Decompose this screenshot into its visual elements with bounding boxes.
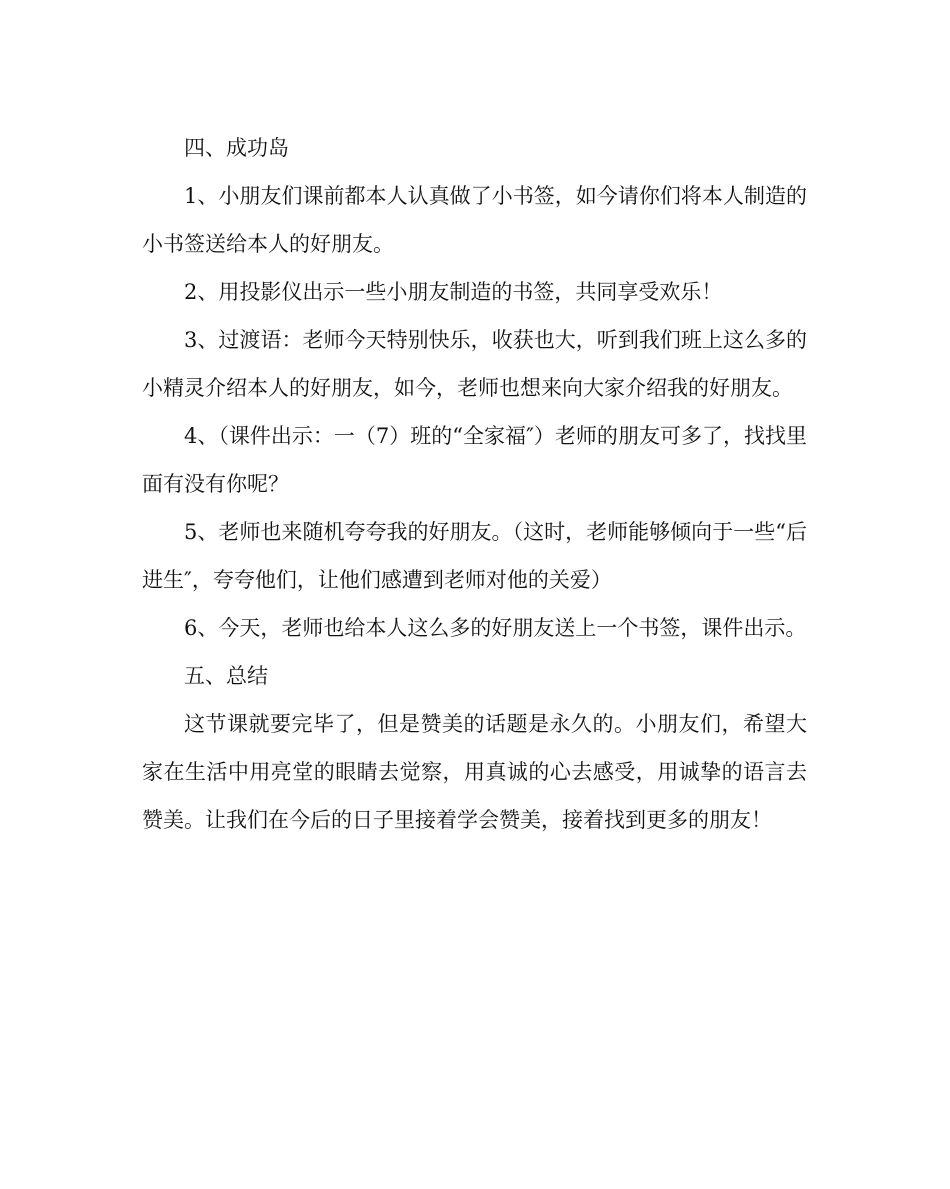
paragraph-item-2: 2、用投影仪出示一些小朋友制造的书签，共同享受欢乐！: [184, 280, 723, 304]
paragraph-item-3: 3、过渡语：老师今天特别快乐，收获也大，听到我们班上这么多的小精灵介绍本人的好朋友，如今，老师也想来向大家介绍我的好朋友。: [142, 328, 807, 400]
paragraph-item-4: 4、（课件出示：一（7）班的“全家福″）老师的朋友可多了，找找里面有没有你呢？: [142, 424, 807, 496]
paragraph-item-1: 1、小朋友们课前都本人认真做了小书签，如今请你们将本人制造的小书签送给本人的好朋友。: [142, 184, 807, 256]
summary-paragraph: 这节课就要完毕了，但是赞美的话题是永久的。小朋友们，希望大家在生活中用亮堂的眼睛去觉察，用真诚的心去感受，用诚挚的语言去赞美。让我们在今后的日子里接着学会赞美，接着找到更多的朋友！: [142, 712, 807, 832]
paragraph-item-5: 5、老师也来随机夸夸我的好朋友。（这时，老师能够倾向于一些“后进生″，夸夸他们，让他们感遭到老师对他的关爱）: [142, 520, 807, 592]
paragraph-item-6: 6、今天，老师也给本人这么多的好朋友送上一个书签，课件出示。: [184, 616, 807, 640]
section-heading-summary: 五、总结: [184, 664, 268, 688]
document-body: [142, 124, 807, 844]
section-heading-success-island: 四、成功岛: [184, 136, 289, 160]
